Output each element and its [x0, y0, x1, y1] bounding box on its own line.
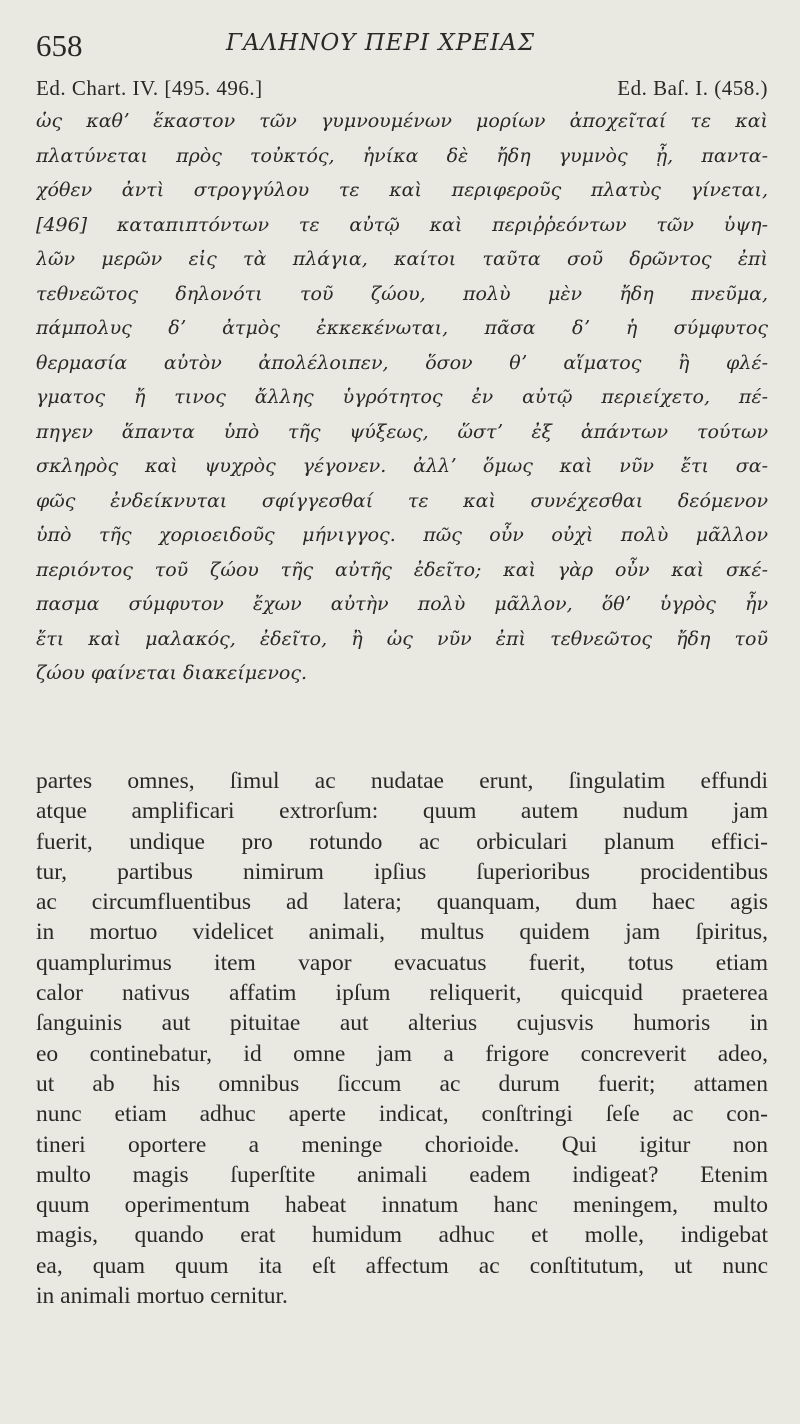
- greek-line: ὑπὸ τῆς χοριοειδοῦς μήνιγγος. πῶς οὖν οὐχὶ πολὺ μᾶλλον: [36, 524, 768, 546]
- page-number: 658: [36, 28, 83, 63]
- latin-line: partes omnes, ſimul ac nudatae erunt, ſingulatim effundi: [36, 768, 768, 794]
- latin-line: multo magis ſuperſtite animali eadem indigeat? Etenim: [36, 1161, 768, 1188]
- greek-line: φῶς ἐνδείκνυται σφίγγεσθαί τε καὶ συνέχεσθαι δεόμενον: [36, 489, 768, 512]
- latin-line: magis, quando erat humidum adhuc et molle, indigebat: [36, 1222, 768, 1249]
- running-title: ΓΑΛΗΝΟΥ ΠΕΡΙ ΧΡΕΙΑΣ: [226, 30, 536, 56]
- greek-line: σκληρὸς καὶ ψυχρὸς γέγονεν. ἀλλʼ ὅμως καὶ νῦν ἔτι σα-: [36, 455, 768, 477]
- latin-line: tineri oportere a meninge chorioide. Qui igitur non: [36, 1131, 768, 1158]
- latin-line: calor nativus affatim ipſum reliquerit, quicquid praeterea: [36, 980, 768, 1007]
- edition-references: [36, 76, 768, 104]
- latin-line: fuerit, undique pro rotundo ac orbiculari planum effici-: [36, 828, 768, 855]
- latin-line: nunc etiam adhuc aperte indicat, conſtringi ſeſe ac con-: [36, 1101, 768, 1128]
- greek-line: περιόντος τοῦ ζώου τῆς αὐτῆς ἐδεῖτο; καὶ γὰρ οὖν καὶ σκέ-: [36, 558, 768, 581]
- latin-line: tur, partibus nimirum ipſius ſuperioribus procidentibus: [36, 858, 768, 885]
- greek-line: πηγεν ἅπαντα ὑπὸ τῆς ψύξεως, ὥστʼ ἐξ ἁπάντων τούτων: [36, 420, 768, 443]
- greek-line: θερμασία αὐτὸν ἀπολέλοιπεν, ὅσον θʼ αἵματος ἢ φλέ-: [36, 351, 768, 374]
- latin-line: ea, quam quum ita eſt affectum ac conſtitutum, ut nunc: [36, 1252, 768, 1279]
- greek-line: πάμπολυς δʼ ἀτμὸς ἐκκεκένωται, πᾶσα δʼ ἡ σύμφυτος: [36, 317, 768, 339]
- latin-line: ut ab his omnibus ſiccum ac durum fuerit; attamen: [36, 1070, 768, 1097]
- greek-text-block: [36, 104, 768, 691]
- latin-line: ac circumfluentibus ad latera; quanquam, dum haec agis: [36, 889, 768, 916]
- greek-line: γματος ἤ τινος ἄλλης ὑγρότητος ἐν αὐτῷ περιείχετο, πέ-: [36, 386, 768, 408]
- latin-line: in mortuo videlicet animali, multus quidem jam ſpiritus,: [36, 919, 768, 946]
- greek-line: ἔτι καὶ μαλακός, ἐδεῖτο, ἢ ὡς νῦν ἐπὶ τεθνεῶτος ἤδη τοῦ: [36, 627, 768, 650]
- page-header: [36, 28, 768, 68]
- greek-line: ὡς καθʼ ἕκαστον τῶν γυμνουμένων μορίων ἀποχεῖταί τε καὶ: [36, 110, 768, 132]
- latin-line: quamplurimus item vapor evacuatus fuerit, totus etiam: [36, 949, 768, 976]
- latin-line: in animali mortuo cernitur.: [36, 1283, 288, 1310]
- greek-line: πλατύνεται πρὸς τοὐκτός, ἡνίκα δὲ ἤδη γυμνὸς ᾖ, παντα-: [36, 144, 768, 167]
- edition-basel-reference: Ed. Baſ. I. (458.): [617, 76, 768, 100]
- latin-line: quum operimentum habeat innatum hanc meningem, multo: [36, 1192, 768, 1219]
- greek-line: τεθνεῶτος δηλονότι τοῦ ζώου, πολὺ μὲν ἤδη πνεῦμα,: [36, 282, 768, 305]
- greek-line: πασμα σύμφυτον ἔχων αὐτὴν πολὺ μᾶλλον, ὅθʼ ὑγρὸς ἦν: [36, 593, 768, 615]
- greek-line: λῶν μερῶν εἰς τὰ πλάγια, καίτοι ταῦτα σοῦ δρῶντος ἐπὶ: [36, 248, 768, 270]
- latin-line: ſanguinis aut pituitae aut alterius cujusvis humoris in: [36, 1010, 768, 1037]
- latin-line: atque amplificari extrorſum: quum autem nudum jam: [36, 798, 768, 825]
- greek-line: [496] καταπιπτόντων τε αὐτῷ καὶ περιῤῥεόντων τῶν ὑψη-: [36, 213, 768, 236]
- edition-chart-reference: Ed. Chart. IV. [495. 496.]: [36, 76, 263, 100]
- latin-text-block: [36, 766, 768, 1311]
- latin-line: eo continebatur, id omne jam a frigore concreverit adeo,: [36, 1040, 768, 1067]
- greek-line: ζώου φαίνεται διακείμενος.: [36, 662, 308, 684]
- greek-line: χόθεν ἀντὶ στρογγύλου τε καὶ περιφεροῦς πλατὺς γίνεται,: [36, 179, 768, 201]
